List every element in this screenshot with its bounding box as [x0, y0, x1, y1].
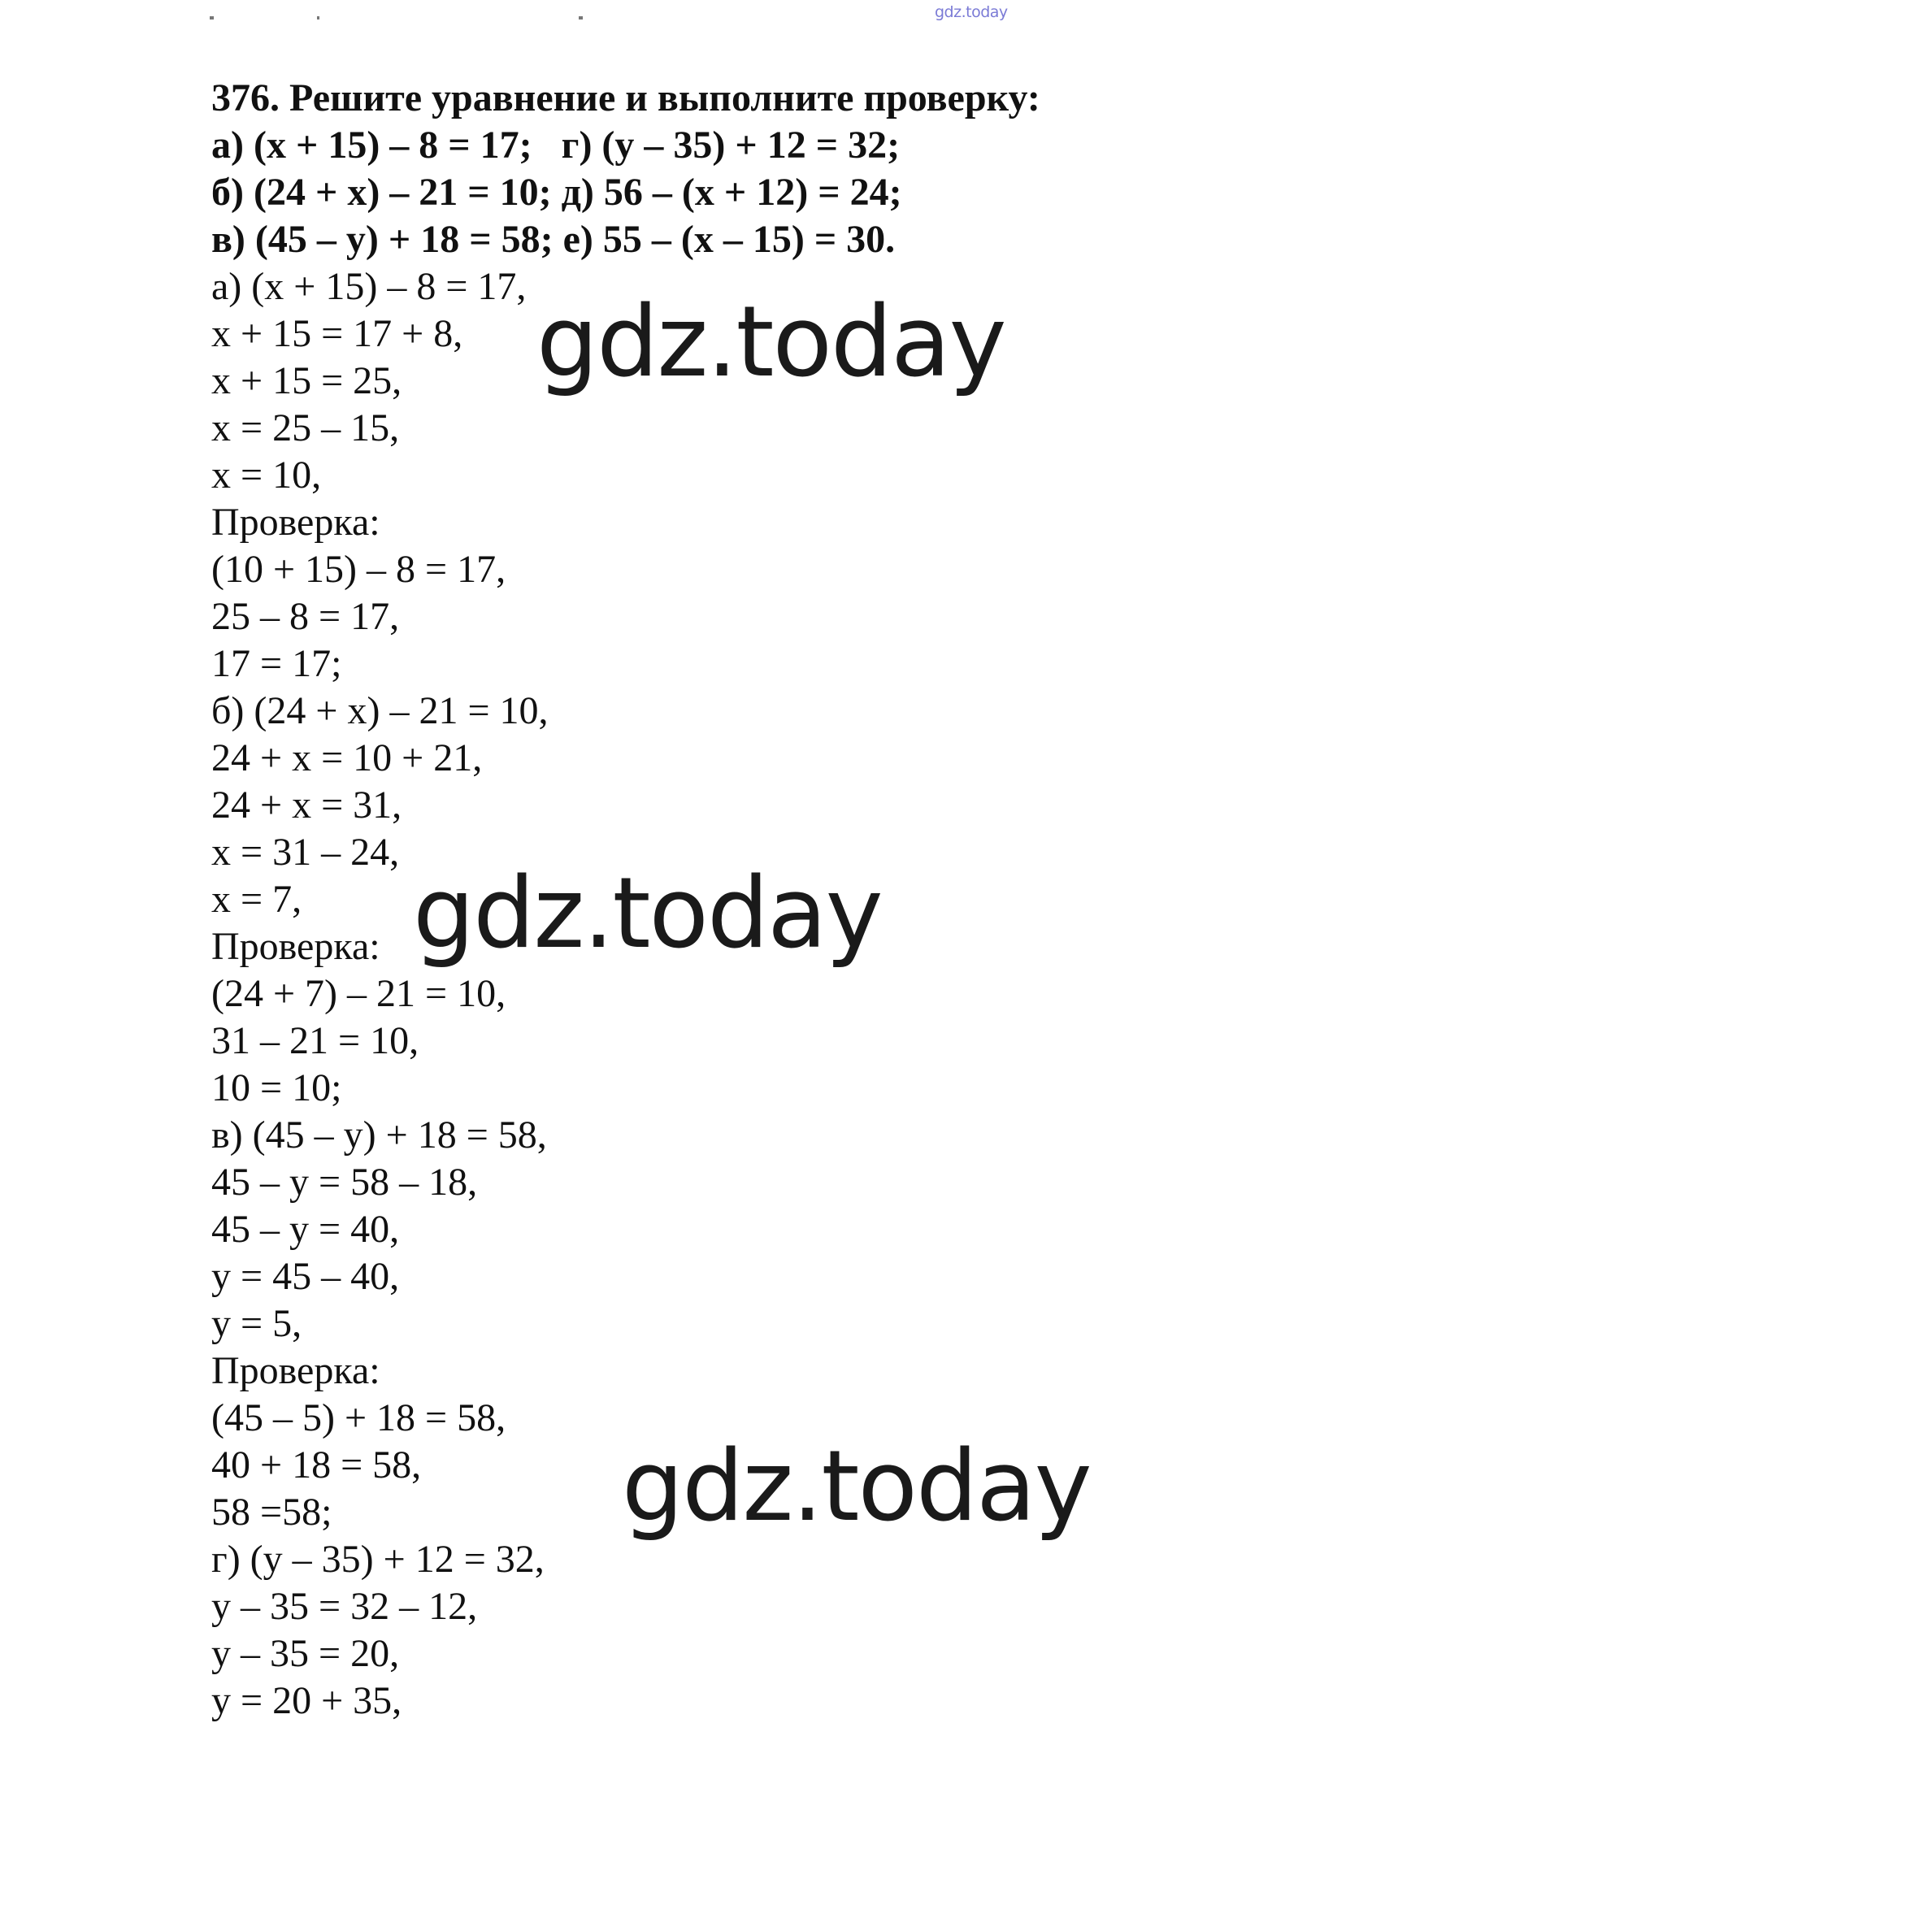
- solution-line: x + 15 = 17 + 8,: [211, 312, 463, 355]
- watermark: gdz.today: [413, 857, 882, 970]
- solution-line: x + 15 = 25,: [211, 359, 402, 402]
- solution-line: Проверка:: [211, 1349, 380, 1392]
- solution-line: в) (45 – y) + 18 = 58,: [211, 1113, 547, 1157]
- watermark: gdz.today: [622, 1430, 1091, 1543]
- solution-line: (10 + 15) – 8 = 17,: [211, 548, 506, 591]
- solution-line: Проверка:: [211, 501, 380, 544]
- solution-line: г) (y – 35) + 12 = 32,: [211, 1538, 545, 1581]
- solution-line: 10 = 10;: [211, 1066, 342, 1109]
- solution-line: 45 – y = 58 – 18,: [211, 1161, 478, 1204]
- solution-line: y – 35 = 32 – 12,: [211, 1585, 478, 1628]
- solution-line: 24 + x = 10 + 21,: [211, 736, 483, 779]
- solution-line: 58 =58;: [211, 1491, 332, 1534]
- task-condition: а) (x + 15) – 8 = 17; г) (y – 35) + 12 = 32;: [211, 124, 901, 167]
- solution-line: а) (x + 15) – 8 = 17,: [211, 265, 527, 308]
- solution-line: б) (24 + x) – 21 = 10,: [211, 689, 549, 732]
- solution-line: (45 – 5) + 18 = 58,: [211, 1396, 506, 1439]
- task-title: 376. Решите уравнение и выполните проверку:: [211, 76, 1040, 119]
- solution-line: 24 + x = 31,: [211, 783, 402, 827]
- solution-line: y = 20 + 35,: [211, 1679, 402, 1722]
- solution-line: y – 35 = 20,: [211, 1632, 400, 1675]
- solution-line: 17 = 17;: [211, 642, 342, 685]
- scan-artifact: [210, 16, 214, 20]
- task-condition: в) (45 – y) + 18 = 58; е) 55 – (x – 15) = 30.: [211, 218, 896, 261]
- solution-line: x = 10,: [211, 454, 322, 497]
- scan-artifact: [317, 16, 319, 20]
- task-condition: б) (24 + x) – 21 = 10; д) 56 – (x + 12) = 24;: [211, 171, 902, 214]
- solution-line: y = 45 – 40,: [211, 1255, 400, 1298]
- solution-line: x = 7,: [211, 878, 302, 921]
- solution-line: x = 25 – 15,: [211, 406, 400, 449]
- solution-line: (24 + 7) – 21 = 10,: [211, 972, 506, 1015]
- solution-line: 45 – y = 40,: [211, 1208, 400, 1251]
- solution-line: 31 – 21 = 10,: [211, 1019, 419, 1062]
- solution-line: Проверка:: [211, 925, 380, 968]
- solution-line: y = 5,: [211, 1302, 302, 1345]
- watermark: gdz.today: [536, 286, 1005, 399]
- solution-line: 40 + 18 = 58,: [211, 1443, 422, 1486]
- solution-line: x = 31 – 24,: [211, 831, 400, 874]
- site-mark: gdz.today: [935, 3, 1008, 21]
- scan-artifact: [579, 16, 583, 20]
- solution-line: 25 – 8 = 17,: [211, 595, 400, 638]
